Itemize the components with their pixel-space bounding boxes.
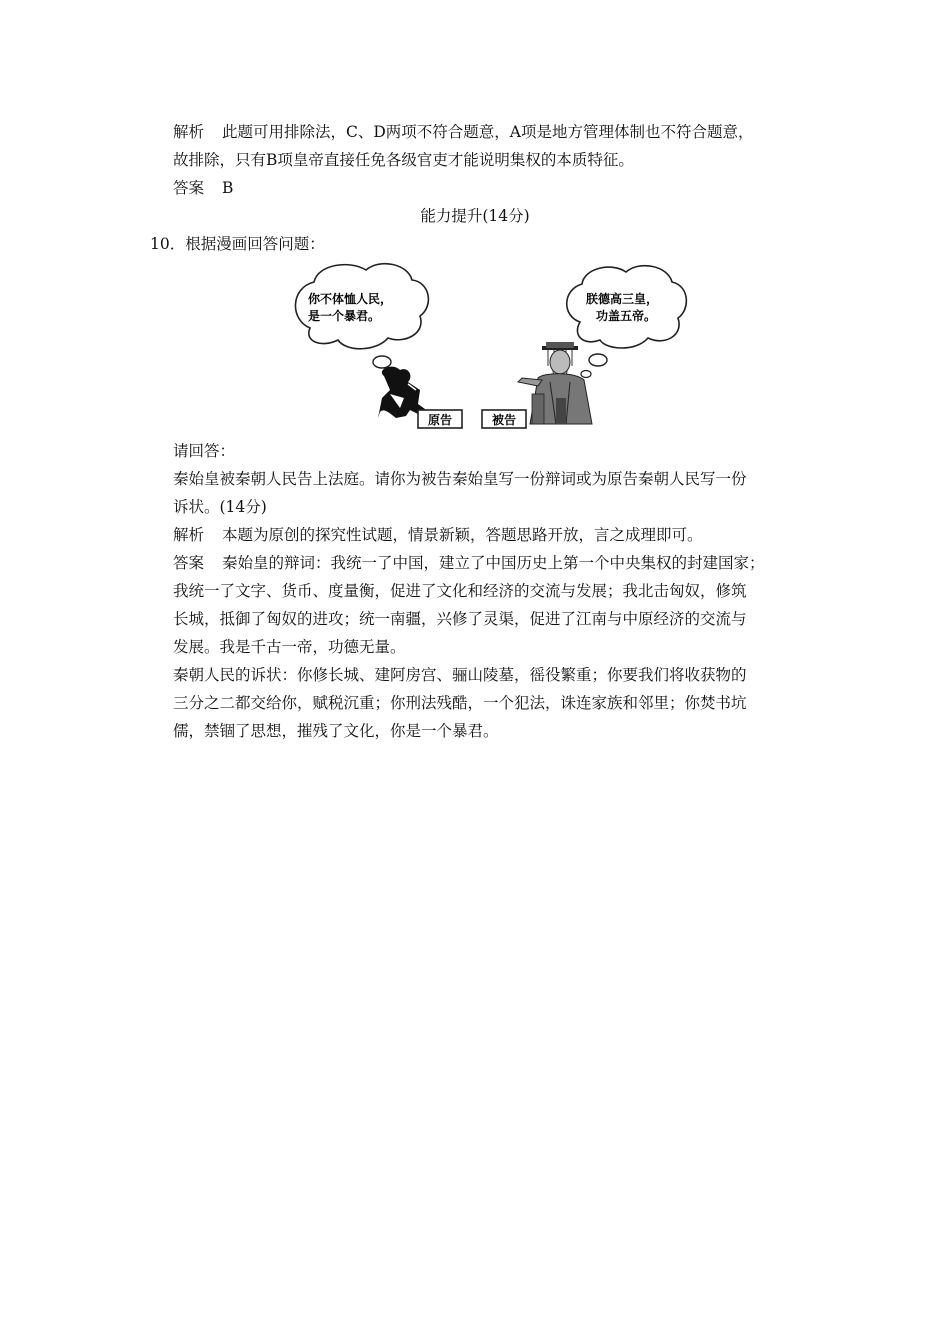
right-bubble-dot-2	[581, 371, 591, 378]
complaint-line-3: 儒，禁锢了思想，摧残了文化，你是一个暴君。	[173, 722, 499, 740]
question-10-task-line-2: 诉状。(14分)	[173, 498, 267, 516]
defense-text: 秦始皇的辩词：我统一了中国，建立了中国历史上第一个中央集权的封建国家；	[222, 554, 765, 572]
section-title: 能力提升(14分)	[420, 207, 530, 225]
question-prompt: 根据漫画回答问题：	[185, 235, 325, 253]
answer-9	[173, 178, 233, 198]
right-bubble-dot-1	[589, 354, 607, 366]
defendant-figure	[518, 342, 592, 424]
answer-label: 答案	[173, 554, 205, 572]
defendant-sign: 被告	[492, 413, 517, 427]
left-bubble-dot-1	[373, 356, 391, 368]
cartoon-illustration	[280, 258, 690, 432]
question-10-ask: 请回答：	[173, 442, 236, 460]
question-10-task-line-1: 秦始皇被秦朝人民告上法庭。请你为被告秦始皇写一份辩词或为原告秦朝人民写一份	[173, 470, 747, 488]
plaintiff-sign: 原告	[428, 413, 453, 427]
answer-value: B	[222, 179, 234, 197]
answer-label: 答案	[173, 179, 205, 197]
explanation-9-line-1	[173, 122, 754, 142]
explanation-text: 此题可用排除法，C、D两项不符合题意，A项是地方管理体制也不符合题意，	[222, 123, 754, 141]
complaint-line-2: 三分之二都交给你，赋税沉重；你刑法残酷，一个犯法，诛连家族和邻里；你焚书坑	[173, 694, 747, 712]
cartoon-svg	[280, 258, 690, 432]
explanation-label: 解析	[173, 123, 205, 141]
answer-10-line-1	[173, 553, 765, 573]
right-thought-bubble	[567, 266, 687, 348]
left-thought-bubble	[295, 264, 428, 349]
left-bubble-line-2: 是一个暴君。	[308, 309, 381, 323]
explanation-9-line-2: 故排除，只有B项皇帝直接任免各级官吏才能说明集权的本质特征。	[173, 151, 634, 169]
answer-10-line-4: 发展。我是千古一帝，功德无量。	[173, 638, 406, 656]
right-bubble-line-1: 朕德高三皇，	[586, 292, 659, 306]
question-number: 10．	[150, 235, 186, 253]
answer-10-line-3: 长城，抵御了匈奴的进攻；统一南疆，兴修了灵渠，促进了江南与中原经济的交流与	[173, 610, 747, 628]
explanation-text: 本题为原创的探究性试题，情景新颖，答题思路开放，言之成理即可。	[222, 526, 703, 544]
explanation-10	[173, 525, 703, 545]
right-bubble-line-2: 功盖五帝。	[596, 309, 657, 323]
explanation-label: 解析	[173, 526, 205, 544]
complaint-line-1: 秦朝人民的诉状：你修长城、建阿房宫、骊山陵墓，徭役繁重；你要我们将收获物的	[173, 666, 747, 684]
question-10-prompt	[150, 234, 325, 254]
left-bubble-line-1: 你不体恤人民，	[308, 292, 393, 306]
answer-10-line-2: 我统一了文字、货币、度量衡，促进了文化和经济的交流与发展；我北击匈奴，修筑	[173, 582, 747, 600]
